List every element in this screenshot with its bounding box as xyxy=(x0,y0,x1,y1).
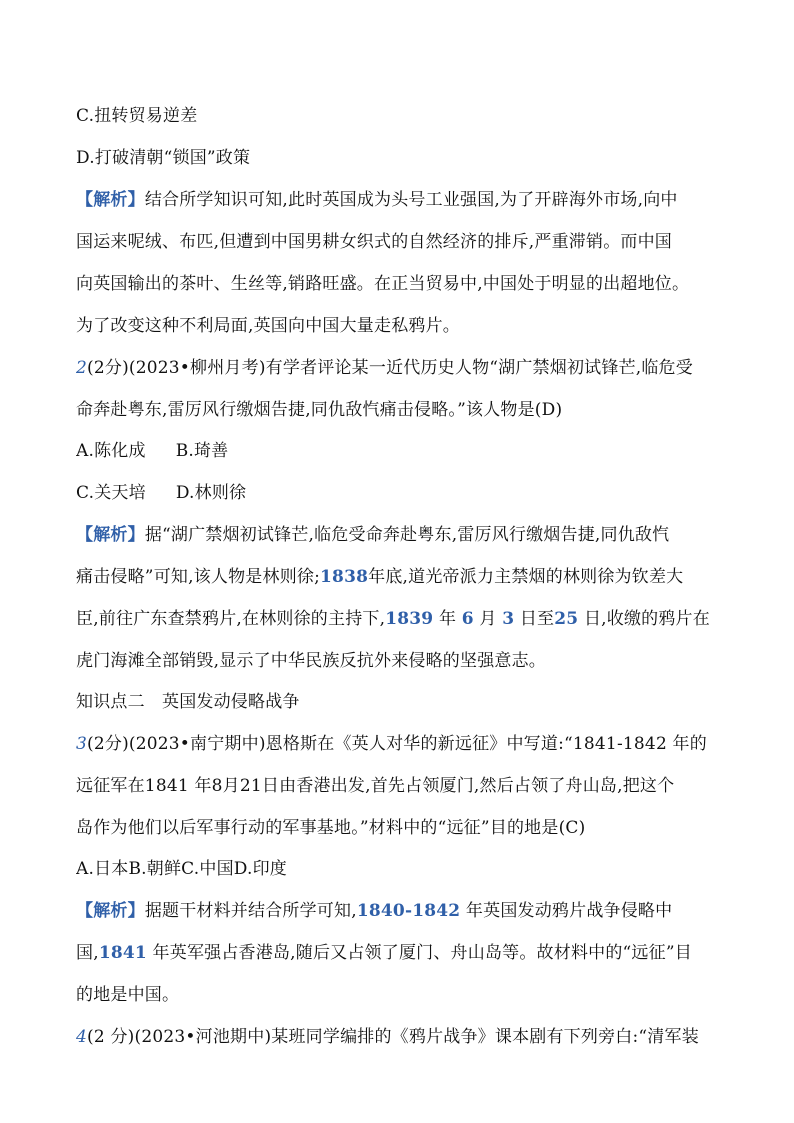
question-number: 4 xyxy=(76,1027,88,1047)
q3-analysis-line-1: 【解析】据题干材料并结合所学可知,1840-1842 年英国发动鸦片战争侵略中 xyxy=(76,901,673,921)
analysis-tag: 【解析】 xyxy=(76,901,145,921)
q2-analysis-line-3: 臣,前往广东查禁鸦片,在林则徐的主持下,1839 年 6 月 3 日至25 日,收缴的鸦片在 xyxy=(76,609,710,629)
q2-analysis-line-1: 【解析】据“湖广禁烟初试锋芒,临危受命奔赴粤东,雷厉风行缴烟告捷,同仇敌忾 xyxy=(76,525,670,545)
question-number: 3 xyxy=(76,734,88,754)
q1-option-c: C.扭转贸易逆差 xyxy=(76,106,198,126)
q3-analysis-line-3: 的地是中国。 xyxy=(76,985,180,1005)
q3-stem-line-3: 岛作为他们以后军事行动的军事基地。”材料中的“远征”目的地是(C) xyxy=(76,818,586,838)
q4-stem-line-1: 4(2 分)(2023•河池期中)某班同学编排的《鸦片战争》课本剧有下列旁白:“清军装 xyxy=(76,1027,699,1047)
q3-options: A.日本B.朝鲜C.中国D.印度 xyxy=(76,859,288,879)
q2-option-b: B.琦善 xyxy=(175,441,229,461)
q2-analysis-line-2: 痛击侵略”可知,该人物是林则徐;1838年底,道光帝派力主禁烟的林则徐为钦差大 xyxy=(76,567,684,587)
q2-option-c: C.关天培 xyxy=(76,483,146,503)
q2-stem-line-2: 命奔赴粤东,雷厉风行缴烟告捷,同仇敌忾痛击侵略。”该人物是(D) xyxy=(76,400,563,420)
q3-stem-line-2: 远征军在1841 年8月21日由香港出发,首先占领厦门,然后占领了舟山岛,把这个 xyxy=(76,776,675,796)
analysis-tag: 【解析】 xyxy=(76,525,145,545)
q1-option-d: D.打破清朝“锁国”政策 xyxy=(76,148,251,168)
q2-options-ab xyxy=(76,441,726,461)
q2-analysis-line-4: 虎门海滩全部销毁,显示了中华民族反抗外来侵略的坚强意志。 xyxy=(76,651,547,671)
q1-analysis-line-3: 向英国输出的茶叶、生丝等,销路旺盛。在正当贸易中,中国处于明显的出超地位。 xyxy=(76,274,690,294)
q2-options-cd xyxy=(76,483,726,503)
q1-analysis-line-1: 【解析】结合所学知识可知,此时英国成为头号工业强国,为了开辟海外市场,向中 xyxy=(76,190,678,210)
q1-analysis-line-4: 为了改变这种不利局面,英国向中国大量走私鸦片。 xyxy=(76,316,461,336)
question-number: 2 xyxy=(76,358,88,378)
q1-analysis-line-2: 国运来呢绒、布匹,但遭到中国男耕女织式的自然经济的排斥,严重滞销。而中国 xyxy=(76,232,673,252)
analysis-tag: 【解析】 xyxy=(76,190,145,210)
q3-stem-line-1: 3(2分)(2023•南宁期中)恩格斯在《英人对华的新远征》中写道:“1841-1842 年的 xyxy=(76,734,707,754)
section-heading: 知识点二 英国发动侵略战争 xyxy=(76,692,300,712)
q2-option-a: A.陈化成 xyxy=(76,441,146,461)
q2-stem-line-1: 2(2分)(2023•柳州月考)有学者评论某一近代历史人物“湖广禁烟初试锋芒,临危受 xyxy=(76,358,693,378)
q2-option-d: D.林则徐 xyxy=(175,483,247,503)
q3-analysis-line-2: 国,1841 年英军强占香港岛,随后又占领了厦门、舟山岛等。故材料中的“远征”目 xyxy=(76,943,692,963)
